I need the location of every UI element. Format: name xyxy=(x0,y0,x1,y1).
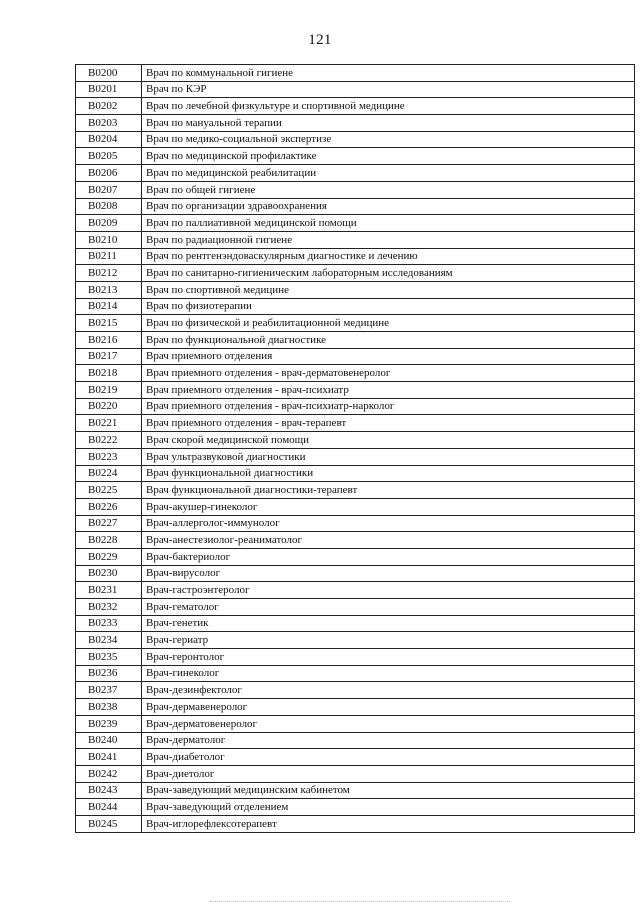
row-position-name: Врач-анестезиолог-реаниматолог xyxy=(142,532,635,549)
row-position-name: Врач ультразвуковой диагностики xyxy=(142,448,635,465)
row-code: B0234 xyxy=(76,632,142,649)
row-code: B0215 xyxy=(76,315,142,332)
table-body xyxy=(76,65,635,833)
row-position-name: Врач по общей гигиене xyxy=(142,181,635,198)
table-row xyxy=(76,181,635,198)
table-row xyxy=(76,248,635,265)
row-position-name: Врач по организации здравоохранения xyxy=(142,198,635,215)
table-row xyxy=(76,165,635,182)
row-code: B0230 xyxy=(76,565,142,582)
table-row xyxy=(76,565,635,582)
row-code: B0239 xyxy=(76,715,142,732)
table-row xyxy=(76,715,635,732)
row-position-name: Врач-дермавенеролог xyxy=(142,699,635,716)
row-code: B0221 xyxy=(76,415,142,432)
row-code: B0208 xyxy=(76,198,142,215)
table-row xyxy=(76,765,635,782)
row-code: B0223 xyxy=(76,448,142,465)
table-row xyxy=(76,231,635,248)
row-position-name: Врач функциональной диагностики xyxy=(142,465,635,482)
row-position-name: Врач-заведующий отделением xyxy=(142,799,635,816)
row-position-name: Врач-геронтолог xyxy=(142,649,635,666)
row-position-name: Врач-гастроэнтеролог xyxy=(142,582,635,599)
position-codes-table xyxy=(75,64,635,833)
row-position-name: Врач по медико-социальной экспертизе xyxy=(142,131,635,148)
row-position-name: Врач по рентгенэндоваскулярным диагностике и лечению xyxy=(142,248,635,265)
table-row xyxy=(76,332,635,349)
table-row xyxy=(76,632,635,649)
table-row xyxy=(76,482,635,499)
row-code: B0226 xyxy=(76,498,142,515)
row-code: B0211 xyxy=(76,248,142,265)
table-row xyxy=(76,198,635,215)
row-code: B0237 xyxy=(76,682,142,699)
table-row xyxy=(76,98,635,115)
row-position-name: Врач-вирусолог xyxy=(142,565,635,582)
table-row xyxy=(76,115,635,132)
row-position-name: Врач приемного отделения - врач-дерматовенеролог xyxy=(142,365,635,382)
row-code: B0225 xyxy=(76,482,142,499)
table-row xyxy=(76,298,635,315)
row-code: B0233 xyxy=(76,615,142,632)
table-row xyxy=(76,398,635,415)
row-code: B0235 xyxy=(76,649,142,666)
row-code: B0229 xyxy=(76,548,142,565)
row-code: B0243 xyxy=(76,782,142,799)
row-position-name: Врач-бактериолог xyxy=(142,548,635,565)
table-row xyxy=(76,699,635,716)
row-position-name: Врач по физиотерапии xyxy=(142,298,635,315)
row-code: B0213 xyxy=(76,281,142,298)
table-row xyxy=(76,749,635,766)
row-position-name: Врач по функциональной диагностике xyxy=(142,332,635,349)
row-code: B0231 xyxy=(76,582,142,599)
table-row xyxy=(76,649,635,666)
table-row xyxy=(76,348,635,365)
row-position-name: Врач по коммунальной гигиене xyxy=(142,65,635,82)
row-code: B0200 xyxy=(76,65,142,82)
row-position-name: Врач по КЭР xyxy=(142,81,635,98)
row-position-name: Врач-гинеколог xyxy=(142,665,635,682)
table-row xyxy=(76,265,635,282)
row-position-name: Врач приемного отделения - врач-психиатр-нарколог xyxy=(142,398,635,415)
table-row xyxy=(76,415,635,432)
row-position-name: Врач-гериатр xyxy=(142,632,635,649)
table-row xyxy=(76,732,635,749)
table-row xyxy=(76,281,635,298)
row-position-name: Врач-аллерголог-иммунолог xyxy=(142,515,635,532)
table-row xyxy=(76,582,635,599)
row-code: B0219 xyxy=(76,382,142,399)
row-code: B0241 xyxy=(76,749,142,766)
row-code: B0220 xyxy=(76,398,142,415)
row-position-name: Врач-диетолог xyxy=(142,765,635,782)
row-code: B0228 xyxy=(76,532,142,549)
row-code: B0212 xyxy=(76,265,142,282)
table-row xyxy=(76,465,635,482)
table-row xyxy=(76,682,635,699)
row-position-name: Врач по паллиативной медицинской помощи xyxy=(142,215,635,232)
table-row xyxy=(76,599,635,616)
row-position-name: Врач по мануальной терапии xyxy=(142,115,635,132)
row-code: B0207 xyxy=(76,181,142,198)
table-row xyxy=(76,432,635,449)
row-code: B0244 xyxy=(76,799,142,816)
row-position-name: Врач-дерматовенеролог xyxy=(142,715,635,732)
row-code: B0201 xyxy=(76,81,142,98)
row-position-name: Врач-генетик xyxy=(142,615,635,632)
row-code: B0205 xyxy=(76,148,142,165)
table-row xyxy=(76,498,635,515)
table-row xyxy=(76,81,635,98)
scan-artifact-line xyxy=(210,901,510,902)
table-row xyxy=(76,65,635,82)
row-code: B0242 xyxy=(76,765,142,782)
table-row xyxy=(76,665,635,682)
row-position-name: Врач приемного отделения - врач-психиатр xyxy=(142,382,635,399)
table-row xyxy=(76,448,635,465)
table-row xyxy=(76,799,635,816)
table-row xyxy=(76,782,635,799)
table-row xyxy=(76,515,635,532)
table-row xyxy=(76,365,635,382)
row-code: B0227 xyxy=(76,515,142,532)
row-code: B0209 xyxy=(76,215,142,232)
table-row xyxy=(76,131,635,148)
row-position-name: Врач-диабетолог xyxy=(142,749,635,766)
row-code: B0236 xyxy=(76,665,142,682)
table-row xyxy=(76,548,635,565)
table-row xyxy=(76,532,635,549)
table-row xyxy=(76,315,635,332)
row-position-name: Врач приемного отделения - врач-терапевт xyxy=(142,415,635,432)
row-code: B0217 xyxy=(76,348,142,365)
row-code: B0202 xyxy=(76,98,142,115)
row-position-name: Врач-дезинфектолог xyxy=(142,682,635,699)
table-row xyxy=(76,148,635,165)
row-position-name: Врач-акушер-гинеколог xyxy=(142,498,635,515)
row-position-name: Врач по физической и реабилитационной медицине xyxy=(142,315,635,332)
row-code: B0210 xyxy=(76,231,142,248)
row-code: B0245 xyxy=(76,815,142,832)
row-position-name: Врач-иглорефлексотерапевт xyxy=(142,815,635,832)
row-position-name: Врач-заведующий медицинским кабинетом xyxy=(142,782,635,799)
row-position-name: Врач по медицинской профилактике xyxy=(142,148,635,165)
row-code: B0218 xyxy=(76,365,142,382)
row-code: B0204 xyxy=(76,131,142,148)
row-code: B0206 xyxy=(76,165,142,182)
table-row xyxy=(76,215,635,232)
row-position-name: Врач по лечебной физкультуре и спортивной медицине xyxy=(142,98,635,115)
row-position-name: Врач по медицинской реабилитации xyxy=(142,165,635,182)
row-position-name: Врач приемного отделения xyxy=(142,348,635,365)
row-code: B0238 xyxy=(76,699,142,716)
row-position-name: Врач по спортивной медицине xyxy=(142,281,635,298)
row-position-name: Врач-дерматолог xyxy=(142,732,635,749)
table-row xyxy=(76,382,635,399)
row-position-name: Врач-гематолог xyxy=(142,599,635,616)
table-row xyxy=(76,615,635,632)
row-code: B0224 xyxy=(76,465,142,482)
row-position-name: Врач по санитарно-гигиеническим лабораторным исследованиям xyxy=(142,265,635,282)
page-number: 121 xyxy=(308,32,332,48)
row-position-name: Врач скорой медицинской помощи xyxy=(142,432,635,449)
row-position-name: Врач функциональной диагностики-терапевт xyxy=(142,482,635,499)
row-code: B0232 xyxy=(76,599,142,616)
row-code: B0203 xyxy=(76,115,142,132)
table-row xyxy=(76,815,635,832)
row-position-name: Врач по радиационной гигиене xyxy=(142,231,635,248)
row-code: B0216 xyxy=(76,332,142,349)
row-code: B0214 xyxy=(76,298,142,315)
row-code: B0222 xyxy=(76,432,142,449)
row-code: B0240 xyxy=(76,732,142,749)
